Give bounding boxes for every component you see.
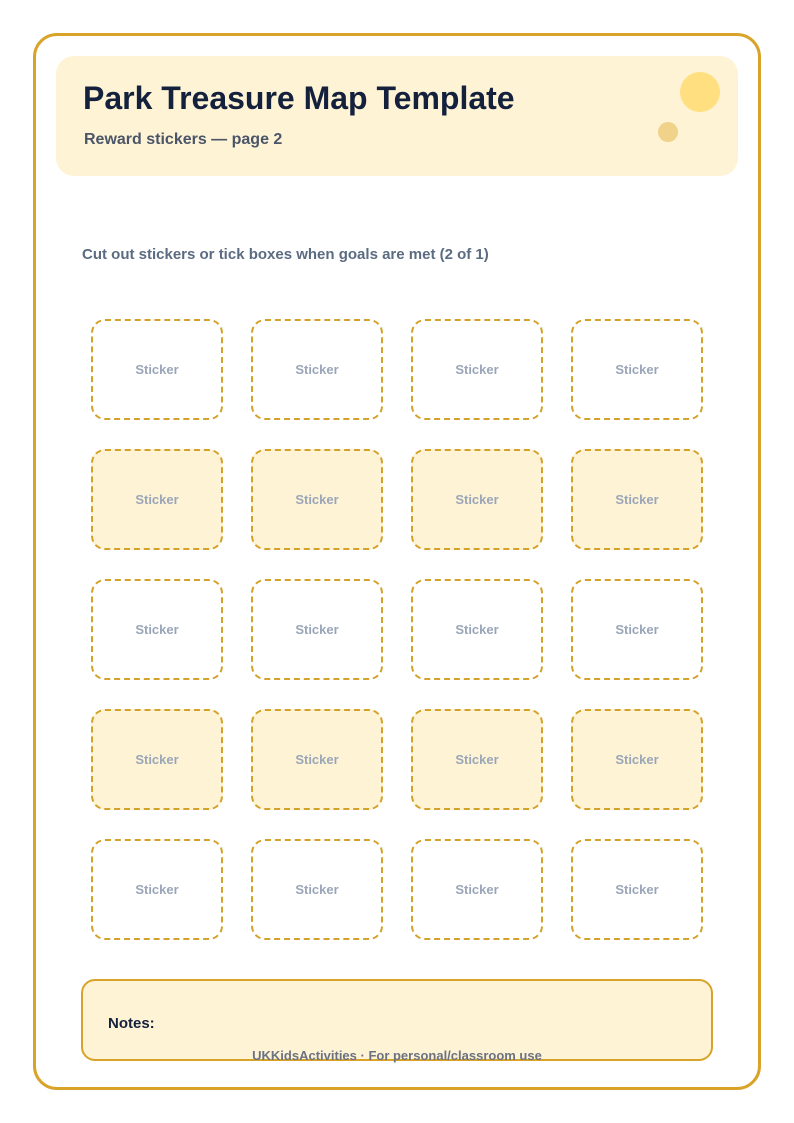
- sticker-label: Sticker: [615, 752, 659, 767]
- page-title: Park Treasure Map Template: [83, 80, 515, 116]
- sticker-label: Sticker: [455, 882, 499, 897]
- sticker-box[interactable]: [251, 709, 383, 810]
- sticker-box[interactable]: [91, 579, 223, 680]
- sticker-label: Sticker: [295, 492, 339, 507]
- sticker-box[interactable]: [251, 319, 383, 420]
- sticker-box[interactable]: [571, 579, 703, 680]
- sticker-box[interactable]: [571, 449, 703, 550]
- sticker-box[interactable]: [571, 709, 703, 810]
- sticker-box[interactable]: [251, 839, 383, 940]
- sticker-label: Sticker: [455, 492, 499, 507]
- sticker-box[interactable]: [411, 709, 543, 810]
- sticker-box[interactable]: [411, 839, 543, 940]
- sticker-box[interactable]: [251, 579, 383, 680]
- sticker-label: Sticker: [615, 882, 659, 897]
- sticker-grid: [91, 319, 703, 940]
- sticker-box[interactable]: [91, 709, 223, 810]
- sticker-label: Sticker: [295, 752, 339, 767]
- sticker-box[interactable]: [411, 449, 543, 550]
- sticker-label: Sticker: [295, 362, 339, 377]
- sticker-label: Sticker: [135, 882, 179, 897]
- instruction-text: Cut out stickers or tick boxes when goals are met (2 of 1): [82, 246, 489, 263]
- sticker-label: Sticker: [135, 492, 179, 507]
- sticker-label: Sticker: [295, 882, 339, 897]
- decorative-circle-large: [680, 72, 720, 112]
- notes-label: Notes:: [108, 1015, 155, 1032]
- sticker-label: Sticker: [135, 362, 179, 377]
- sticker-box[interactable]: [571, 319, 703, 420]
- sticker-box[interactable]: [571, 839, 703, 940]
- sticker-label: Sticker: [455, 752, 499, 767]
- sticker-box[interactable]: [411, 579, 543, 680]
- sticker-label: Sticker: [135, 622, 179, 637]
- sticker-box[interactable]: [91, 449, 223, 550]
- sticker-box[interactable]: [411, 319, 543, 420]
- page-subtitle: Reward stickers — page 2: [84, 131, 283, 148]
- footer-text: UKKidsActivities · For personal/classroom use: [252, 1048, 542, 1063]
- sticker-label: Sticker: [615, 622, 659, 637]
- sticker-box[interactable]: [91, 319, 223, 420]
- sticker-label: Sticker: [615, 362, 659, 377]
- decorative-circle-small: [658, 122, 678, 142]
- sticker-label: Sticker: [455, 362, 499, 377]
- sticker-box[interactable]: [91, 839, 223, 940]
- sticker-label: Sticker: [295, 622, 339, 637]
- sticker-label: Sticker: [455, 622, 499, 637]
- sticker-label: Sticker: [135, 752, 179, 767]
- sticker-label: Sticker: [615, 492, 659, 507]
- sticker-box[interactable]: [251, 449, 383, 550]
